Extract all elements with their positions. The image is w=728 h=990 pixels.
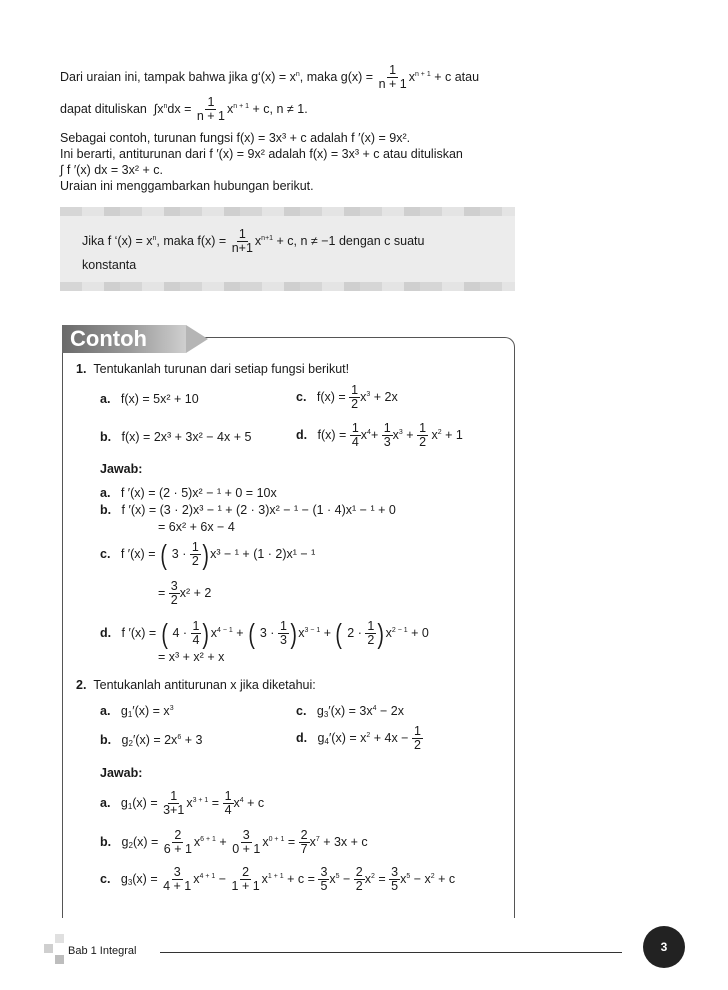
q1-item-c: c. f(x) = $\frac{1}{2}$ $x^3 + 2x$ [296, 383, 398, 411]
q2-answer-a: a. $g_1(x)$ = $\frac{1}{3+1}$ $x^{3 + 1}$ = $\frac{1}{4}$ $x^4 + c$ [100, 789, 265, 817]
q1-answer-a: a. f ′(x) = (2 · 5)x² − ¹ + 0 = 10x [100, 486, 277, 500]
q1-answer-d-result: = x³ + x² + x [158, 650, 225, 664]
q1-jawab: Jawab: [100, 462, 143, 476]
fraction: $\frac{1}{n+1}$ [231, 227, 253, 255]
q2-item-c: c. $g_3'(x) = 3x^4 - 2x$ [296, 704, 404, 719]
example-title: Contoh [62, 325, 186, 353]
page-number: 3 [643, 926, 685, 968]
intro-line-1: Dari uraian ini, tampak bahwa jika g‘(x) = $x^n$, maka g(x) = $\frac{1}{n + 1}$ $x^{n + 1} + c$ atau [60, 63, 480, 91]
q1-item-a: a. f(x) = 5x² + 10 [100, 392, 199, 406]
q1-item-b: b. f(x) = 2x³ + 3x² − 4x + 5 [100, 430, 252, 444]
example-title-arrow [186, 325, 208, 353]
q2-item-d: d. $g_4'(x) = x^2 + 4x$ − $\frac{1}{2}$ [296, 724, 421, 752]
question-1: 1. Tentukanlah turunan dari setiap fungsi berikut! [76, 362, 350, 376]
rule-line-1: Jika f ‘$(x) = x^n$, maka f(x) = $\frac{1}{n+1}$ $x^{n+1} + c$, n ≠ −1 dengan c suatu [82, 227, 425, 255]
footer-square [55, 955, 64, 964]
q1-item-d: d. f(x) = $\frac{1}{4}$ $x^4+$ $\frac{1}{3}$ $x^3$ + $\frac{1}{2}$ $x^2 + 1$ [296, 421, 463, 449]
intro-line-2: dapat dituliskan $\int x^ndx$ = $\frac{1}{n + 1}$ $x^{n + 1} + c$, n ≠ 1. [60, 95, 308, 123]
footer-square [44, 944, 53, 953]
intro-line-5: ∫ f ′(x) dx = 3x² + c. [60, 163, 164, 177]
q2-item-a: a. $g_1'(x) = x^3$ [100, 704, 174, 719]
q1-answer-c: c. f ′(x) = ( 3 · $\frac{1}{2}$ )x³ − ¹ + (1 · 2)x¹ − ¹ [100, 538, 316, 570]
q2-answer-c: c. $g_3(x)$ = $\frac{3}{4 + 1}$ $x^{4 + 1}$ − $\frac{2}{1 + 1}$ $x^{1 + 1} + c$ = $\frac{3}{5}$ $x^5$ − $\frac{2}{2}$ $x^2$ = $\frac{3}{5}$ $x^5 - x^2 + c$ [100, 865, 456, 893]
question-2: 2. Tentukanlah antiturunan x jika diketahui: [76, 678, 316, 692]
q1-answer-d: d. f ′(x) = ( 4 · $\frac{1}{4}$ )$x^{4 - 1}$ + ( 3 · $\frac{1}{3}$ )$x^{3 - 1}$ + ( 2 · $\frac{1}{2}$ )$x^{2 - 1} + 0$ [100, 617, 429, 649]
q2-answer-b: b. $g_2(x)$ = $\frac{2}{6 + 1}$ $x^{6 + 1}$ + $\frac{3}{0 + 1}$ $x^{0 + 1}$ = $\frac{2}{7}$ $x^7 + 3x + c$ [100, 828, 368, 856]
q2-item-b: b. $g_2'(x) = 2x^6 + 3$ [100, 733, 203, 748]
footer-rule [160, 952, 622, 953]
q1-answer-b: b. f ′(x) = (3 · 2)x³ − ¹ + (2 · 3)x² − ¹ − (1 · 4)x¹ − ¹ + 0 [100, 503, 396, 517]
fraction: $\frac{1}{2}$ [351, 383, 359, 411]
q1-answer-c-result: = $\frac{3}{2}$ x² + 2 [158, 579, 212, 607]
intro-line-6: Uraian ini menggambarkan hubungan berikut. [60, 179, 314, 193]
fraction: $\frac{1}{n + 1}$ [378, 63, 407, 91]
q1-answer-b-result: = 6x² + 6x − 4 [158, 520, 235, 534]
intro-line-3: Sebagai contoh, turunan fungsi f(x) = 3x³ + c adalah f ′(x) = 9x². [60, 131, 411, 145]
fraction: $\frac{1}{n + 1}$ [196, 95, 226, 123]
footer-square [55, 934, 64, 943]
q2-jawab: Jawab: [100, 766, 143, 780]
footer-chapter: Bab 1 Integral [68, 945, 137, 957]
rule-line-2: konstanta [82, 258, 137, 272]
intro-line-4: Ini berarti, antiturunan dari f ′(x) = 9x² adalah f(x) = 3x³ + c atau dituliskan [60, 147, 463, 161]
